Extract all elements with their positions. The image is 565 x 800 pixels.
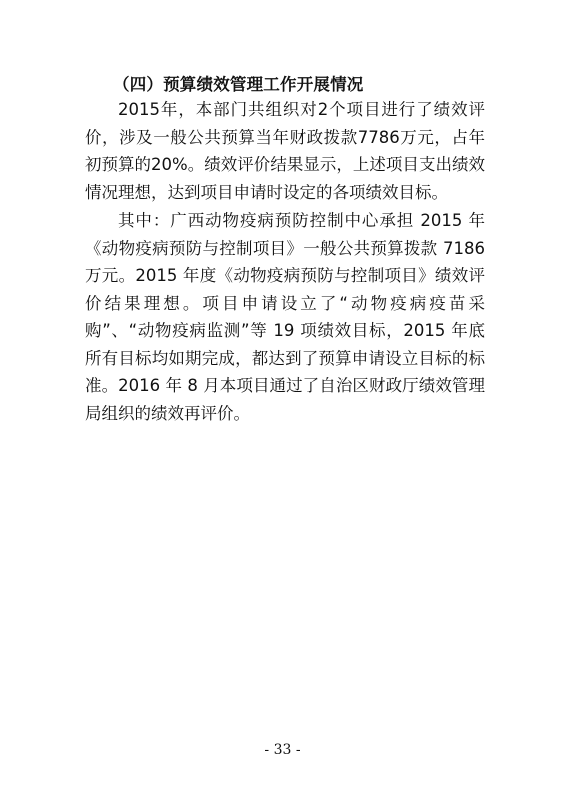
section-heading: （四）预算绩效管理工作开展情况 bbox=[113, 75, 364, 94]
paragraph-details: 其中：广西动物疫病预防控制中心承担 2015 年《动物疫病预防与控制项目》一般公共预算拨款 7186 万元。2015 年度《动物疫病预防与控制项目》绩效评价结果理想。项目申请设立了“动物疫病疫苗采购”、“动物疫病监测”等 19 项绩效目标，2015 年底所有目标均如期完成，都达到了预算申请设立目标的标准。2016 年 8 月本项目通过了自治区财政厅绩效管理局组织的绩效再评价。 bbox=[85, 211, 485, 423]
paragraph-summary: 2015年，本部门共组织对2个项目进行了绩效评价，涉及一般公共预算当年财政拨款7786万元，占年初预算的20%。绩效评价结果显示，上述项目支出绩效情况理想，达到项目申请时设定的各项绩效目标。 bbox=[85, 100, 485, 202]
page-number: - 33 - bbox=[264, 742, 301, 758]
